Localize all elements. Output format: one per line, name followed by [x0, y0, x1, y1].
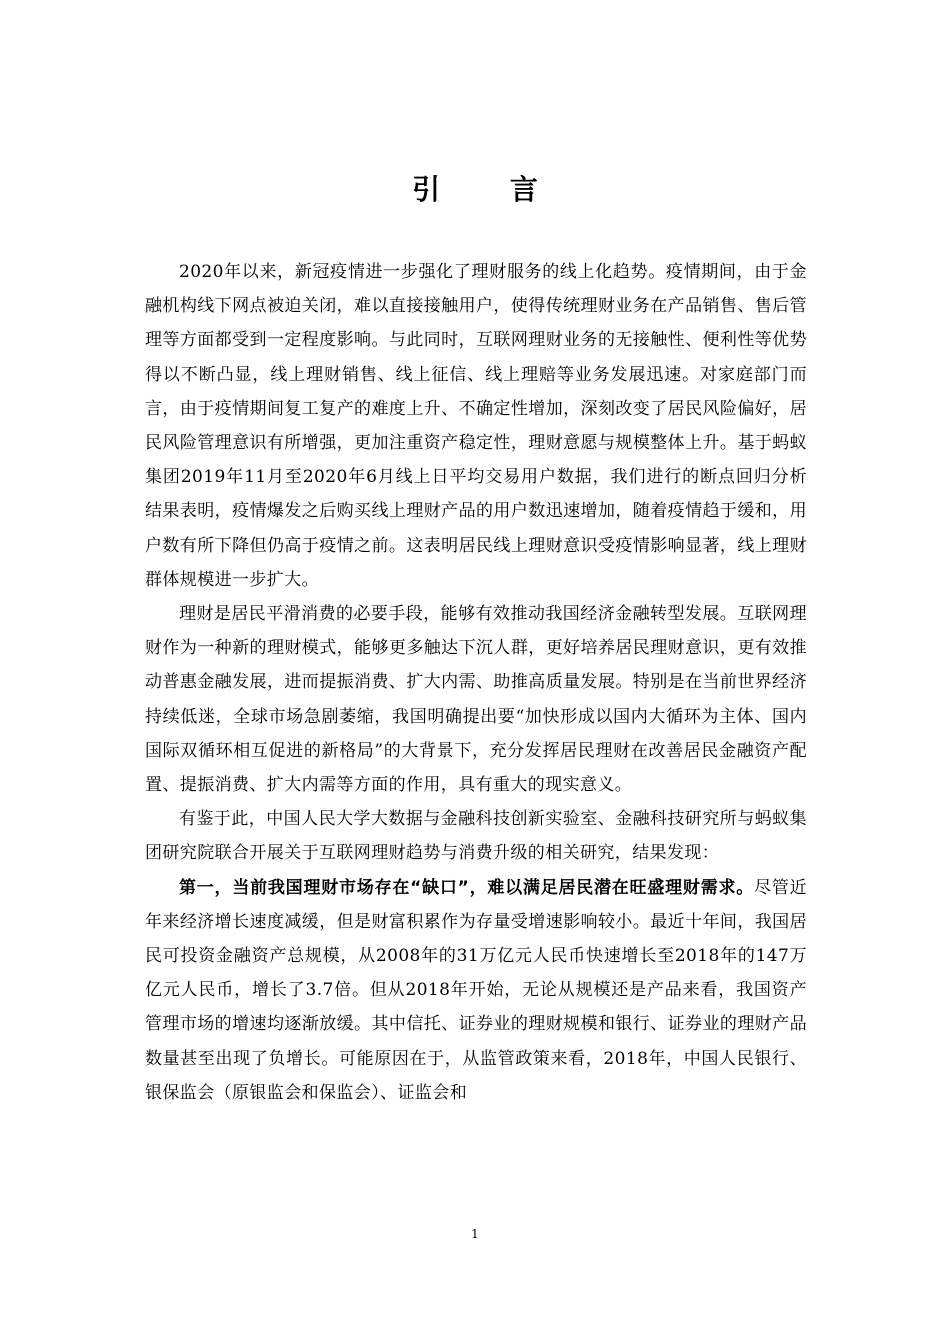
paragraph-research-intro: 有鉴于此，中国人民大学大数据与金融科技创新实验室、金融科技研究所与蚂蚁集团研究院联合开展关于互联网理财趋势与消费升级的相关研究，结果发现：	[145, 809, 807, 864]
paragraph-pandemic-trend: 2020年以来，新冠疫情进一步强化了理财服务的线上化趋势。疫情期间，由于金融机构线下网点被迫关闭，难以直接接触用户，使得传统理财业务在产品销售、售后管理等方面都受到一定程度影响。与此同时，互联网理财业务的无接触性、便利性等优势得以不断凸显，线上理财销售、线上征信、线上理赔等业务发展迅速。对家庭部门而言，由于疫情期间复工复产的难度上升、不确定性增加，深刻改变了居民风险偏好，居民风险管理意识有所增强，更加注重资产稳定性，理财意愿与规模整体上升。基于蚂蚁集团2019年11月至2020年6月线上日平均交易用户数据，我们进行的断点回归分析结果表明，疫情爆发之后购买线上理财产品的用户数迅速增加，随着疫情趋于缓和，用户数有所下降但仍高于疫情之前。这表明居民线上理财意识受疫情影响显著，线上理财群体规模进一步扩大。	[145, 262, 807, 590]
finding-one-heading: 第一，当前我国理财市场存在“缺口”，难以满足居民潜在旺盛理财需求。	[179, 877, 755, 898]
body-text	[145, 255, 807, 1110]
paragraph-finding-one	[145, 871, 807, 1110]
page-number: 1	[471, 1227, 479, 1241]
page-title: 引 言	[412, 173, 568, 206]
finding-one-text: 尽管近年来经济增长速度减缓，但是财富积累作为存量受增速影响较小。最近十年间，我国居民可投资金融资产总规模，从2008年的31万亿元人民币快速增长至2018年的147万亿元人民币，增长了3.7倍。但从2018年开始，无论从规模还是产品来看，我国资产管理市场的增速均逐渐放缓。其中信托、证券业的理财规模和银行、证券业的理财产品数量甚至出现了负增长。可能原因在于，从监管政策来看，2018年，中国人民银行、银保监会（原银监会和保监会）、证监会和	[145, 877, 808, 1103]
paragraph-wealth-management-role: 理财是居民平滑消费的必要手段，能够有效推动我国经济金融转型发展。互联网理财作为一种新的理财模式，能够更多触达下沉人群，更好培养居民理财意识，更有效推动普惠金融发展，进而提振消费、扩大内需、助推高质量发展。特别是在当前世界经济持续低迷，全球市场急剧萎缩，我国明确提出要“加快形成以国内大循环为主体、国内国际双循环相互促进的新格局”的大背景下，充分发挥居民理财在改善居民金融资产配置、提振消费、扩大内需等方面的作用，具有重大的现实意义。	[145, 604, 807, 796]
